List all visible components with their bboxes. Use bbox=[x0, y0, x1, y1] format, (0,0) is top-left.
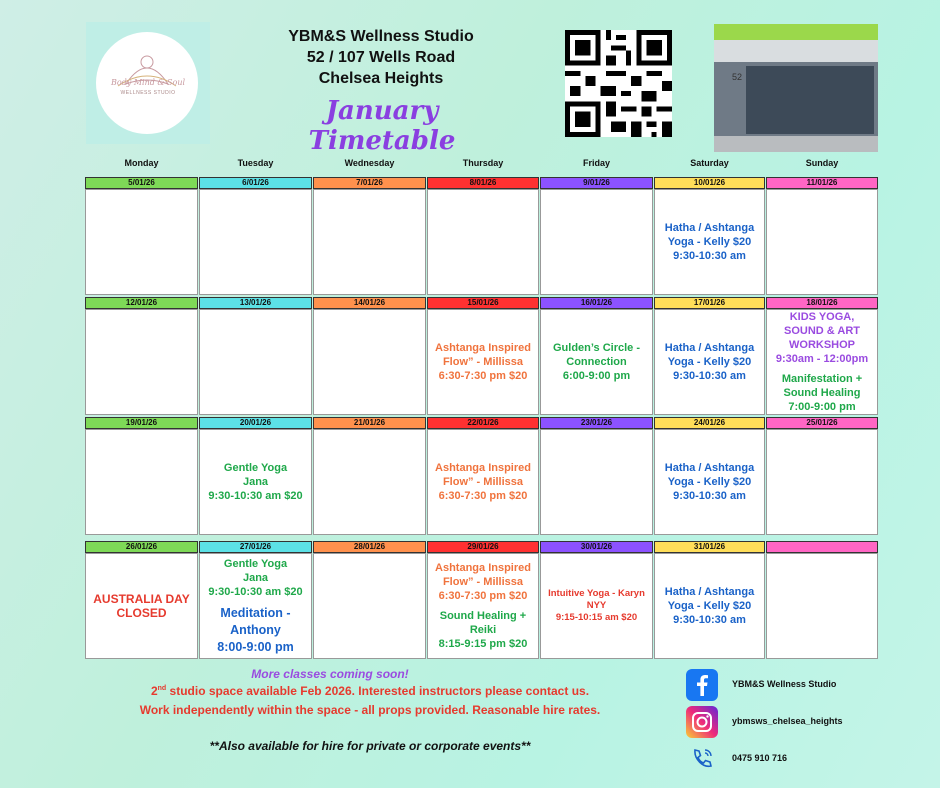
hire-notice: Work independently within the space - all props provided. Reasonable hire rates. bbox=[139, 703, 601, 717]
day-cell bbox=[313, 309, 426, 415]
studio-address bbox=[250, 26, 512, 89]
class-entry-text: Gentle Yoga bbox=[223, 557, 288, 570]
class-entry-text: 9:30-10:30 am $20 bbox=[208, 490, 303, 502]
class-entry-text: Hatha / Ashtanga Yoga - Kelly $20 bbox=[664, 342, 755, 368]
date-bar: 13/01/26 bbox=[199, 297, 312, 309]
class-entry-text: 9:30-10:30 am bbox=[673, 370, 746, 382]
date-bar: 16/01/26 bbox=[540, 297, 653, 309]
phone-glyph bbox=[686, 743, 718, 775]
class-entry-text: Hatha / Ashtanga Yoga - Kelly $20 bbox=[664, 462, 755, 488]
date-bar: 31/01/26 bbox=[654, 541, 765, 553]
day-cell bbox=[654, 309, 765, 415]
photo-roof bbox=[714, 24, 878, 40]
class-entry-text: 6:30-7:30 pm $20 bbox=[438, 490, 528, 502]
private-hire-notice: **Also available for hire for private or corporate events** bbox=[209, 739, 531, 753]
date-bar bbox=[766, 541, 878, 553]
class-entry-text: AUSTRALIA DAY CLOSED bbox=[93, 592, 190, 620]
day-cell bbox=[85, 189, 198, 295]
date-bar: 10/01/26 bbox=[654, 177, 765, 189]
date-bar: 26/01/26 bbox=[85, 541, 198, 553]
instagram-glyph bbox=[686, 706, 718, 738]
day-cell bbox=[85, 309, 198, 415]
day-cell bbox=[766, 553, 878, 659]
date-bar: 5/01/26 bbox=[85, 177, 198, 189]
storefront-photo bbox=[714, 24, 878, 152]
class-entry-text: Jana bbox=[242, 476, 269, 488]
facebook-icon[interactable] bbox=[686, 669, 718, 701]
day-cell bbox=[540, 553, 653, 659]
date-bar: 14/01/26 bbox=[313, 297, 426, 309]
facebook-label: YBM&S Wellness Studio bbox=[732, 679, 837, 689]
day-header-friday: Friday bbox=[582, 158, 610, 168]
day-cell bbox=[540, 189, 653, 295]
qr-code-icon bbox=[565, 30, 672, 137]
day-cell bbox=[199, 309, 312, 415]
date-bar: 11/01/26 bbox=[766, 177, 878, 189]
class-entry-text: Ashtanga Inspired Flow” - Millissa bbox=[435, 462, 531, 488]
class-entry-text: 9:30-10:30 am bbox=[673, 250, 746, 262]
day-cell bbox=[427, 309, 539, 415]
photo-ground bbox=[714, 136, 878, 152]
logo-script: Body Mind & Soul bbox=[110, 78, 186, 87]
facebook-contact[interactable] bbox=[686, 669, 906, 699]
class-entry-text: 6:00-9:00 pm bbox=[562, 370, 631, 382]
instagram-label: ybmsws_chelsea_heights bbox=[732, 716, 843, 726]
notice-ordinal: 2 bbox=[150, 684, 158, 698]
class-entry-text: 9:30-10:30 am bbox=[673, 490, 746, 502]
day-cell bbox=[427, 429, 539, 535]
day-cell bbox=[199, 553, 312, 659]
facebook-glyph bbox=[686, 669, 718, 701]
day-cell bbox=[766, 309, 878, 415]
day-cell bbox=[85, 429, 198, 535]
photo-window bbox=[746, 66, 874, 134]
phone-icon[interactable] bbox=[686, 743, 718, 775]
date-bar: 22/01/26 bbox=[427, 417, 539, 429]
more-classes-note: More classes coming soon! bbox=[251, 667, 409, 681]
date-bar: 20/01/26 bbox=[199, 417, 312, 429]
date-bar: 27/01/26 bbox=[199, 541, 312, 553]
class-entry-text: Jana bbox=[242, 571, 269, 584]
class-entry-text: 9:30-10:30 am $20 bbox=[208, 585, 303, 598]
date-bar: 21/01/26 bbox=[313, 417, 426, 429]
class-entry-text: Intuitive Yoga - Karyn NYY bbox=[548, 588, 645, 611]
class-entry-text: Ashtanga Inspired Flow” - Millissa bbox=[435, 562, 531, 588]
date-bar: 17/01/26 bbox=[654, 297, 765, 309]
day-cell bbox=[199, 429, 312, 535]
day-cell bbox=[766, 189, 878, 295]
class-entry-text: 6:30-7:30 pm $20 bbox=[438, 370, 528, 382]
class-entry-text: Hatha / Ashtanga Yoga - Kelly $20 bbox=[664, 586, 755, 612]
class-entry-text: 9:30am - 12:00pm bbox=[775, 353, 869, 365]
class-entry-text: Gulden’s Circle - Connection bbox=[552, 342, 640, 368]
class-entry-text: Ashtanga Inspired Flow” - Millissa bbox=[435, 342, 531, 368]
date-bar: 23/01/26 bbox=[540, 417, 653, 429]
suburb-line: Chelsea Heights bbox=[318, 70, 444, 87]
date-bar: 18/01/26 bbox=[766, 297, 878, 309]
day-cell bbox=[427, 189, 539, 295]
page-title: January Timetable bbox=[308, 96, 456, 156]
day-cell bbox=[313, 189, 426, 295]
day-cell bbox=[85, 553, 198, 659]
date-bar: 28/01/26 bbox=[313, 541, 426, 553]
phone-contact[interactable] bbox=[686, 743, 906, 773]
day-cell bbox=[540, 309, 653, 415]
date-bar: 7/01/26 bbox=[313, 177, 426, 189]
instagram-icon[interactable] bbox=[686, 706, 718, 738]
day-cell bbox=[199, 189, 312, 295]
address-line: 52 / 107 Wells Road bbox=[306, 49, 456, 66]
day-cell bbox=[313, 429, 426, 535]
class-entry-text: Hatha / Ashtanga Yoga - Kelly $20 bbox=[664, 222, 755, 248]
logo-subtitle: WELLNESS STUDIO bbox=[120, 90, 176, 96]
date-bar: 25/01/26 bbox=[766, 417, 878, 429]
qr-code[interactable] bbox=[565, 30, 672, 137]
date-bar: 6/01/26 bbox=[199, 177, 312, 189]
class-entry-text: Sound Healing + Reiki bbox=[439, 610, 527, 636]
instagram-contact[interactable] bbox=[686, 706, 906, 736]
day-cell bbox=[540, 429, 653, 535]
class-entry-text: 8:00-9:00 pm bbox=[217, 639, 294, 654]
class-entry-text: 9:30-10:30 am bbox=[673, 614, 746, 626]
class-entry-text: 9:15-10:15 am $20 bbox=[555, 612, 638, 623]
class-entry-text: Gentle Yoga bbox=[223, 462, 288, 474]
studio-space-notice bbox=[60, 684, 680, 698]
studio-name: YBM&S Wellness Studio bbox=[288, 28, 474, 45]
day-header-tuesday: Tuesday bbox=[237, 158, 274, 168]
class-entry-text: 7:00-9:00 pm bbox=[788, 401, 856, 413]
date-bar: 29/01/26 bbox=[427, 541, 539, 553]
date-bar: 15/01/26 bbox=[427, 297, 539, 309]
date-bar: 24/01/26 bbox=[654, 417, 765, 429]
day-cell bbox=[766, 429, 878, 535]
notice-text: studio space available Feb 2026. Interested instructors please contact us. bbox=[166, 684, 590, 698]
day-cell bbox=[654, 429, 765, 535]
day-cell bbox=[654, 189, 765, 295]
class-entry-text: 8:15-9:15 pm $20 bbox=[438, 638, 528, 650]
day-header-thursday: Thursday bbox=[462, 158, 504, 168]
phone-label: 0475 910 716 bbox=[732, 753, 788, 763]
day-cell bbox=[654, 553, 765, 659]
notice-ordinal-suffix: nd bbox=[157, 685, 167, 692]
date-bar: 30/01/26 bbox=[540, 541, 653, 553]
day-header-monday: Monday bbox=[124, 158, 159, 168]
day-header-sunday: Sunday bbox=[805, 158, 839, 168]
class-entry-text: Manifestation + Sound Healing bbox=[781, 373, 863, 399]
studio-logo bbox=[86, 22, 210, 144]
date-bar: 8/01/26 bbox=[427, 177, 539, 189]
day-header-saturday: Saturday bbox=[690, 158, 729, 168]
photo-wall bbox=[714, 40, 878, 62]
day-cell bbox=[313, 553, 426, 659]
class-entry-text: 6:30-7:30 pm $20 bbox=[438, 590, 528, 602]
photo-unit-number: 52 bbox=[732, 72, 743, 82]
day-header-wednesday: Wednesday bbox=[344, 158, 395, 168]
date-bar: 19/01/26 bbox=[85, 417, 198, 429]
date-bar: 9/01/26 bbox=[540, 177, 653, 189]
date-bar: 12/01/26 bbox=[85, 297, 198, 309]
class-entry-text: KIDS YOGA, SOUND & ART WORKSHOP bbox=[784, 311, 860, 351]
class-entry-text: Meditation - Anthony bbox=[220, 605, 291, 637]
day-cell bbox=[427, 553, 539, 659]
